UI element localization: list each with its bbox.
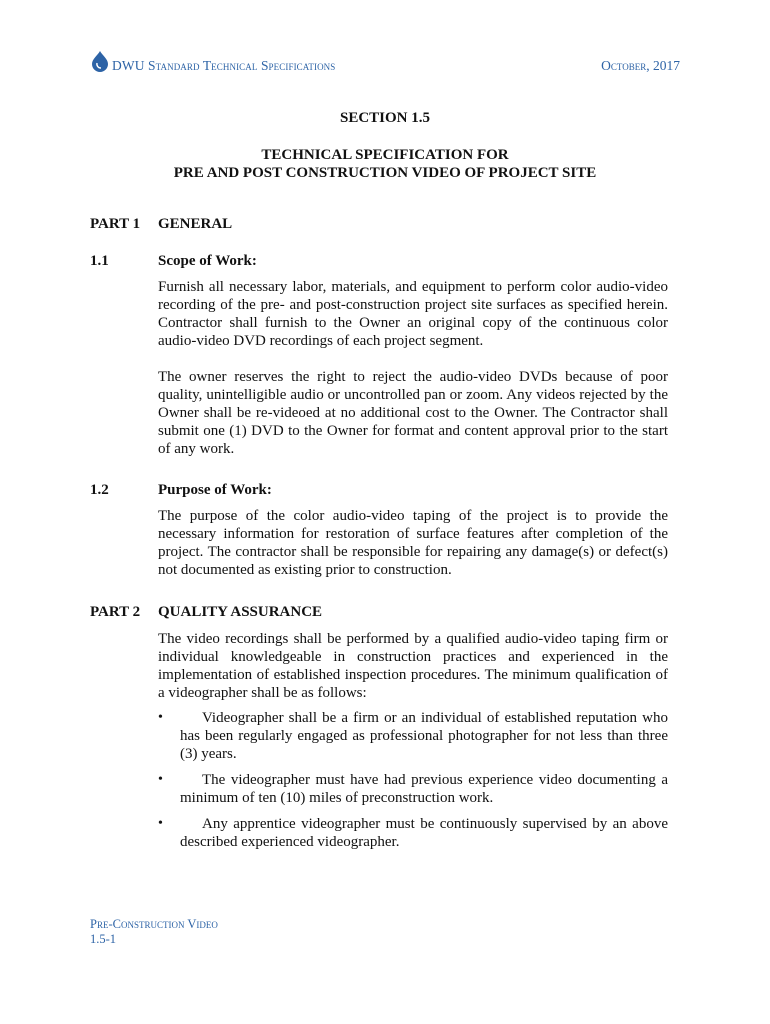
quality-paragraph: The video recordings shall be performed by a qualified audio-video taping firm or individual knowledgeable in construction practices and experienced in the implementation of established inspection procedures. The minimum qualification of a videographer shall be as follows: — [158, 631, 668, 701]
part2-title: QUALITY ASSURANCE — [158, 604, 323, 620]
scope-paragraph-2: The owner reserves the right to reject the audio-video DVDs because of poor quality, unintelligible audio or uncontrolled pan or zoom. Any videos rejected by the Owner shall be re-videoed at no additional cost to the Owner. The Contractor shall submit one (1) DVD to the Owner for format and content approval prior to the start of any work. — [158, 369, 668, 457]
header-spec-title: DWU Standard Technical Specifications — [112, 58, 336, 73]
part1-title: GENERAL — [158, 216, 233, 232]
section-1-2-number: 1.2 — [90, 482, 109, 498]
list-item-text: The videographer must have had previous experience video documenting a minimum of ten (10) miles of preconstruction work. — [180, 772, 668, 806]
part2-number: PART 2 — [90, 604, 141, 620]
list-item — [158, 815, 668, 851]
page-number: 1.5-1 — [90, 932, 117, 946]
bullet-icon: • — [158, 816, 163, 831]
list-item-text: Videographer shall be a firm or an individual of established reputation who has been regularly engaged as professional photographer for not less than three (3) years. — [180, 710, 668, 762]
part1-number: PART 1 — [90, 216, 141, 232]
section-1-2-title: Purpose of Work: — [158, 482, 272, 498]
bullet-icon: • — [158, 772, 163, 787]
drop-logo-icon — [90, 50, 110, 72]
page-header — [90, 48, 680, 76]
page-footer — [90, 917, 218, 947]
list-item — [158, 771, 668, 807]
header-date: October, 2017 — [601, 58, 680, 73]
title-line-1: TECHNICAL SPECIFICATION FOR — [261, 147, 509, 163]
scope-paragraph-1: Furnish all necessary labor, materials, and equipment to perform color audio-video recording of the pre- and post-construction project site surfaces as specified herein. Contractor shall furnish to the Owner an original copy of the continuous color audio-video DVD recordings of each project segment. — [158, 279, 668, 349]
section-1-1-title: Scope of Work: — [158, 253, 257, 269]
document-title — [0, 146, 770, 182]
title-line-2: PRE AND POST CONSTRUCTION VIDEO OF PROJECT SITE — [173, 165, 597, 181]
footer-title: Pre-Construction Video — [90, 917, 218, 931]
purpose-paragraph: The purpose of the color audio-video taping of the project is to provide the necessary information for restoration of surface features after completion of the project. The contractor shall be responsible for repairing any damage(s) or defect(s) not documented as existing prior to construction. — [158, 508, 668, 578]
section-number: SECTION 1.5 — [339, 110, 431, 126]
section-1-1-number: 1.1 — [90, 253, 109, 269]
list-item — [158, 709, 668, 763]
list-item-text: Any apprentice videographer must be continuously supervised by an above described experienced videographer. — [180, 816, 668, 850]
bullet-icon: • — [158, 710, 163, 725]
